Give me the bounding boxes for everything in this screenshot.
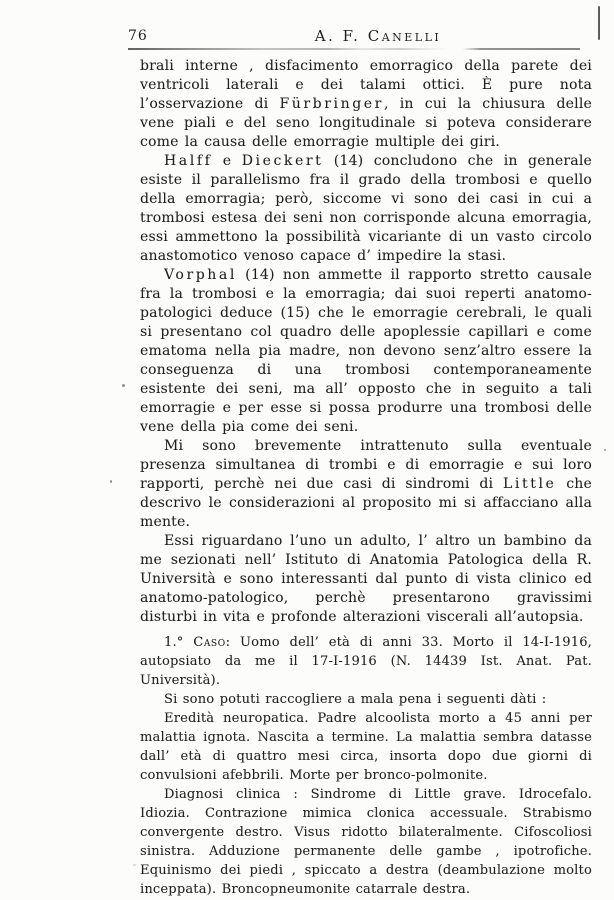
text-segment: Mi sono brevemente intrattenuto sulla eventuale presenza simultanea di trombi e di emorragie e sui loro rapporti, perchè nei due casi di sindromi di xyxy=(140,438,592,492)
text-segment: , in cui la chiusura delle vene piali e del seno longitudinale si poteva considerare come la causa delle emorragie multiple dei giri. xyxy=(140,96,593,150)
scan-edge-artifact xyxy=(598,6,600,40)
text-segment: 1.° xyxy=(164,635,194,650)
paragraph xyxy=(140,57,592,152)
text-segment: (14) non ammette il rapporto stretto causale fra la trombosi e la emorragia; dai suoi reperti anatomo-patologici deduce (15) che le emorragie cerebrali, le quali si presentano col quadro delle apoplessie capillari e come ematoma nella pia madre, non devono senz’altro essere la conseguenza di una trombosi contemporaneamente esistente dei seni, ma all’ opposto che in seguito a tali emorragie e per esse si possa produrre una trombosi delle vene della pia come dei seni. xyxy=(140,267,592,435)
page-number: 76 xyxy=(128,28,148,44)
paragraph xyxy=(140,437,592,532)
scan-speck xyxy=(110,480,112,483)
paragraph xyxy=(140,785,592,899)
text-segment: brali interne , disfacimento emorragico della parete dei ventricoli laterali e dei talami ottici. È pure nota l’osservazione di xyxy=(140,58,592,112)
paragraph xyxy=(140,152,592,266)
text-segment: (14) concludono che in generale esiste il parallelismo fra il grado della trombosi e quello della emorragia; però, siccome vi sono dei casi in cui a trombosi estesa dei seni non corrisponde alcuna emorragia, essi ammettono la possibilità vicariante di un vasto circolo anastomotico venoso capace d’ impedire la stasi. xyxy=(140,153,592,264)
emphasized-name: Halff xyxy=(164,153,213,169)
header-rule xyxy=(128,48,580,50)
text-segment: Eredità neuropatica. Padre alcoolista morto a 45 anni per malattia ignota. Nascita a termine. La malattia sembra datasse dall’ età di quattro mesi circa, insorta dopo due giorni di convulsioni afebbrili. Morte per bronco-polmonite. xyxy=(140,711,592,783)
text-segment: e xyxy=(212,153,242,169)
text-segment: Diagnosi clinica : Sindrome di Little grave. Idrocefalo. Idiozia. Contrazione mimica clonica accessuale. Strabismo convergente destro. Visus ridotto bilateralmente. Cifoscoliosi sinistra. Adduzione permanente delle gambe , ipotrofiche. Equinismo dei piedi , spiccato a destra (deambulazione molto inceppata). Broncopneumonite catarrale destra. xyxy=(140,787,592,897)
emphasized-name: Caso xyxy=(193,635,226,650)
paragraph xyxy=(140,709,592,785)
paragraph xyxy=(140,532,592,627)
emphasized-name: Dieckert xyxy=(241,153,324,169)
paragraph xyxy=(140,633,592,690)
text-segment: Si sono potuti raccogliere a mala pena i seguenti dàti : xyxy=(164,692,547,707)
scan-speck xyxy=(122,384,125,387)
running-head-author: A. F. Canelli xyxy=(314,27,442,45)
paragraph xyxy=(140,690,592,709)
text-segment: Essi riguardano l’uno un adulto, l’ altro un bambino da me sezionati nell’ Istituto di Anatomia Patologica della R. Università e sono interessanti dal punto di vista clinico ed anatomo-patologico, perchè presentarono gravissimi disturbi in vita e profonde alterazioni viscerali all’autopsia. xyxy=(140,533,592,625)
scan-speck xyxy=(604,449,606,451)
emphasized-name: Fürbringer xyxy=(279,96,384,112)
text-segment: che descrivo le considerazioni al proposito mi si affacciano alla mente. xyxy=(140,476,592,530)
paragraph xyxy=(140,266,592,437)
scan-speck xyxy=(133,864,136,866)
emphasized-name: Little xyxy=(503,476,557,492)
text-block xyxy=(140,57,592,899)
emphasized-name: Vorphal xyxy=(164,267,237,283)
text-segment: : Uomo dell’ età di anni 33. Morto il 14-I-1916, autopsiato da me il 17-I-1916 (N. 14439 Ist. Anat. Pat. Università). xyxy=(140,635,592,688)
